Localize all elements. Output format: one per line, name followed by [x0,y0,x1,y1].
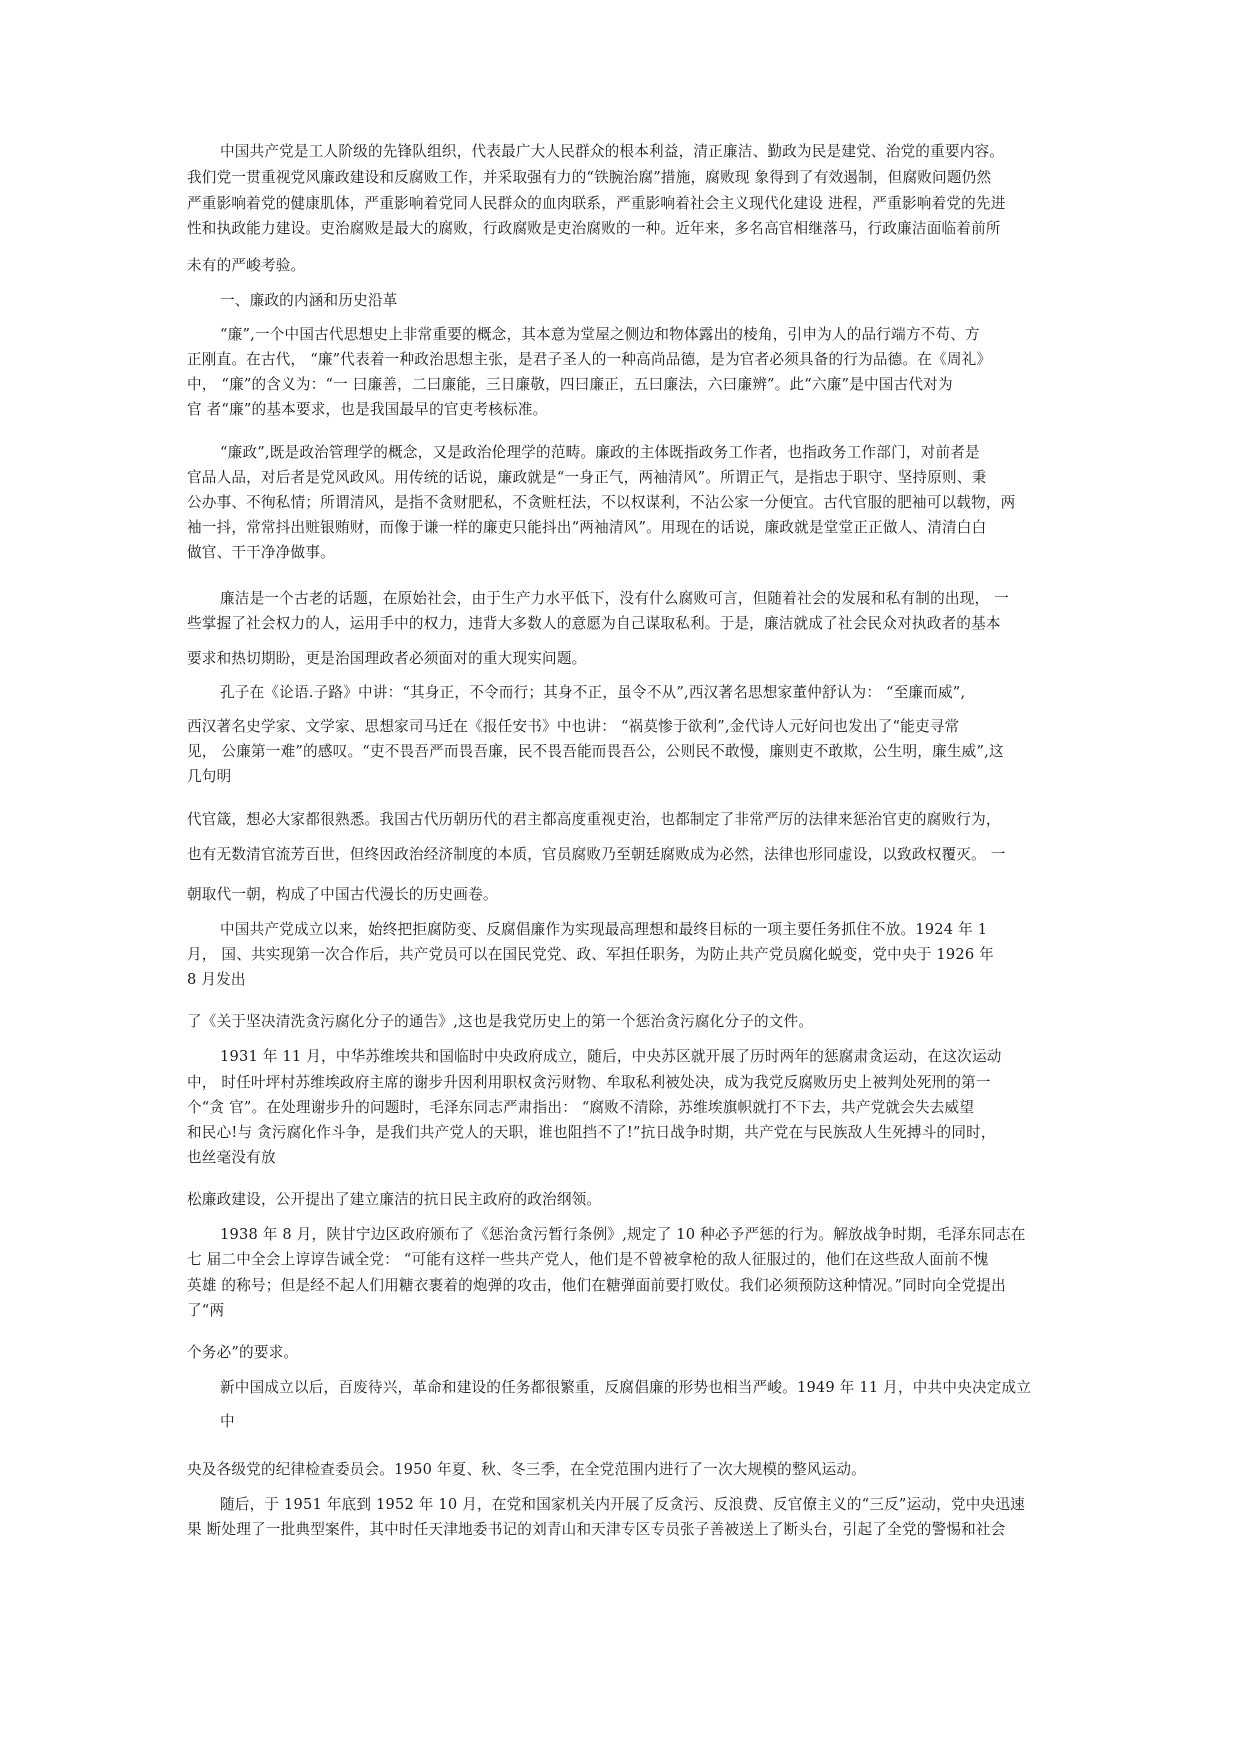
text-line: 公办事、不徇私情；所谓清风，是指不贪财肥私，不贪赃枉法，不以权谋利，不沾公家一分便宜。古代官服的肥袖可以载物，两 [187,494,1016,511]
section-heading: 一、廉政的内涵和历史沿革 [220,292,398,309]
text-line: 朝取代一朝，构成了中国古代漫长的历史画卷。 [187,886,498,903]
text-line: 性和执政能力建设。吏治腐败是最大的腐败，行政腐败是吏治腐败的一种。近年来，多名高官相继落马，行政廉洁面临着前所 [187,220,1001,237]
text-line: 1938 年 8 月，陕甘宁边区政府颁布了《惩治贪污暂行条例》,规定了 10 种必予严惩的行为。解放战争时期，毛泽东同志在 [220,1226,1026,1243]
text-line: 中国共产党成立以来，始终把拒腐防变、反腐倡廉作为实现最高理想和最终目标的一项主要任务抓住不放。1924 年 1 [220,921,988,938]
text-line: 8 月发出 [187,971,246,988]
text-line: 新中国成立以后，百废待兴，革命和建设的任务都很繁重，反腐倡廉的形势也相当严峻。1949 年 11 月，中共中央决定成立 [220,1379,1032,1396]
text-line: 个务必”的要求。 [187,1344,299,1361]
text-line: 了“两 [187,1302,225,1319]
text-line: 1931 年 11 月，中华苏维埃共和国临时中央政府成立，随后，中央苏区就开展了历时两年的惩腐肃贪运动，在这次运动 [220,1048,1002,1065]
text-line: 严重影响着党的健康肌体，严重影响着党同人民群众的血肉联系，严重影响着社会主义现代化建设 进程，严重影响着党的先进 [187,195,1006,212]
text-line: 中 [220,1413,235,1430]
text-line: 也丝毫没有放 [187,1149,276,1166]
text-line: 七 届二中全会上谆谆告诫全党： “可能有这样一些共产党人，他们是不曾被拿枪的敌人征服过的，他们在这些敌人面前不愧 [187,1251,989,1268]
text-line: 随后，于 1951 年底到 1952 年 10 月，在党和国家机关内开展了反贪污、反浪费、反官僚主义的“三反”运动，党中央迅速 [220,1496,1025,1513]
text-line: 官 者“廉”的基本要求，也是我国最早的官吏考核标准。 [187,401,548,418]
text-line: 些掌握了社会权力的人，运用手中的权力，违背大多数人的意愿为自己谋取私利。于是，廉洁就成了社会民众对执政者的基本 [187,615,1001,632]
text-line: 央及各级党的纪律检查委员会。1950 年夏、秋、冬三季，在全党范围内进行了一次大规模的整风运动。 [187,1461,866,1478]
text-line: 要求和热切期盼，更是治国理政者必须面对的重大现实问题。 [187,650,587,667]
text-line: “廉”,一个中国古代思想史上非常重要的概念，其本意为堂屋之侧边和物体露出的棱角，引申为人的品行端方不苟、方 [220,326,980,343]
text-line: 正刚直。在古代， “廉”代表着一种政治思想主张，是君子圣人的一种高尚品德，是为官者必须具备的行为品德。在《周礼》 [187,351,992,368]
text-line: 见， 公廉第一难”的感叹。“吏不畏吾严而畏吾廉，民不畏吾能而畏吾公，公则民不敢慢，廉则吏不敢欺，公生明，廉生威”,这 [187,743,1004,760]
text-line: 月， 国、共实现第一次合作后，共产党员可以在国民党党、政、军担任职务，为防止共产党员腐化蜕变，党中央于 1926 年 [187,946,994,963]
text-line: 了《关于坚决清洗贪污腐化分子的通告》,这也是我党历史上的第一个惩治贪污腐化分子的文件。 [187,1013,814,1030]
text-line: 果 断处理了一批典型案件，其中时任天津地委书记的刘青山和天津专区专员张子善被送上了断头台，引起了全党的警惕和社会 [187,1521,1006,1538]
text-line: 也有无数清官流芳百世，但终因政治经济制度的本质，官员腐败乃至朝廷腐败成为必然，法律也形同虚设，以致政权覆灭。 一 [187,846,1006,863]
text-line: 孔子在《论语.子路》中讲：“其身正，不令而行；其身不正，虽令不从”,西汉著名思想家董仲舒认为： “至廉而威”, [220,684,966,701]
text-line: 官品人品，对后者是党风政风。用传统的话说，廉政就是“一身正气，两袖清风”。所谓正气，是指忠于职守、坚持原则、秉 [187,469,987,486]
text-line: 未有的严峻考验。 [187,257,306,274]
text-line: 几句明 [187,768,232,785]
text-line: 我们党一贯重视党风廉政建设和反腐败工作，并采取强有力的“铁腕治腐”措施，腐败现 象得到了有效遏制，但腐败问题仍然 [187,169,992,186]
text-line: 松廉政建设，公开提出了建立廉洁的抗日民主政府的政治纲领。 [187,1191,602,1208]
text-line: 西汉著名史学家、文学家、思想家司马迁在《报任安书》中也讲： “祸莫惨于欲利”,金代诗人元好问也发出了“能吏寻常 [187,718,960,735]
text-line: 个“贪 官”。在处理谢步升的问题时，毛泽东同志严肃指出： “腐败不清除，苏维埃旗帜就打不下去，共产党就会失去威望 [187,1099,975,1116]
text-line: 和民心!与 贪污腐化作斗争，是我们共产党人的天职，谁也阻挡不了!”抗日战争时期，共产党在与民族敌人生死搏斗的同时， [187,1124,996,1141]
text-line: 廉洁是一个古老的话题，在原始社会，由于生产力水平低下，没有什么腐败可言，但随着社会的发展和私有制的出现， 一 [220,590,1009,607]
text-line: 中， 时任叶坪村苏维埃政府主席的谢步升因利用职权贪污财物、牟取私利被处决，成为我党反腐败历史上被判处死刑的第一 [187,1074,991,1091]
text-line: 中， “廉”的含义为：“一 曰廉善，二曰廉能，三日廉敬，四曰廉正，五曰廉法，六曰廉辨”。此“六廉”是中国古代对为 [187,376,953,393]
text-line: 中国共产党是工人阶级的先锋队组织，代表最广大人民群众的根本利益，清正廉洁、勤政为民是建党、治党的重要内容。 [220,143,1005,160]
text-line: 代官箴，想必大家都很熟悉。我国古代历朝历代的君主都高度重视吏治，也都制定了非常严厉的法律来惩治官吏的腐败行为， [187,811,1001,828]
text-line: 英雄 的称号；但是经不起人们用糖衣裹着的炮弹的攻击，他们在糖弹面前要打败仗。我们必须预防这种情况。”同时向全党提出 [187,1277,1006,1294]
text-line: “廉政”,既是政治管理学的概念，又是政治伦理学的范畴。廉政的主体既指政务工作者，也指政务工作部门，对前者是 [220,444,980,461]
text-line: 做官、干干净净做事。 [187,544,335,561]
text-line: 袖一抖，常常抖出赃银贿财，而像于谦一样的廉吏只能抖出“两袖清风”。用现在的话说，廉政就是堂堂正正做人、清清白白 [187,519,987,536]
